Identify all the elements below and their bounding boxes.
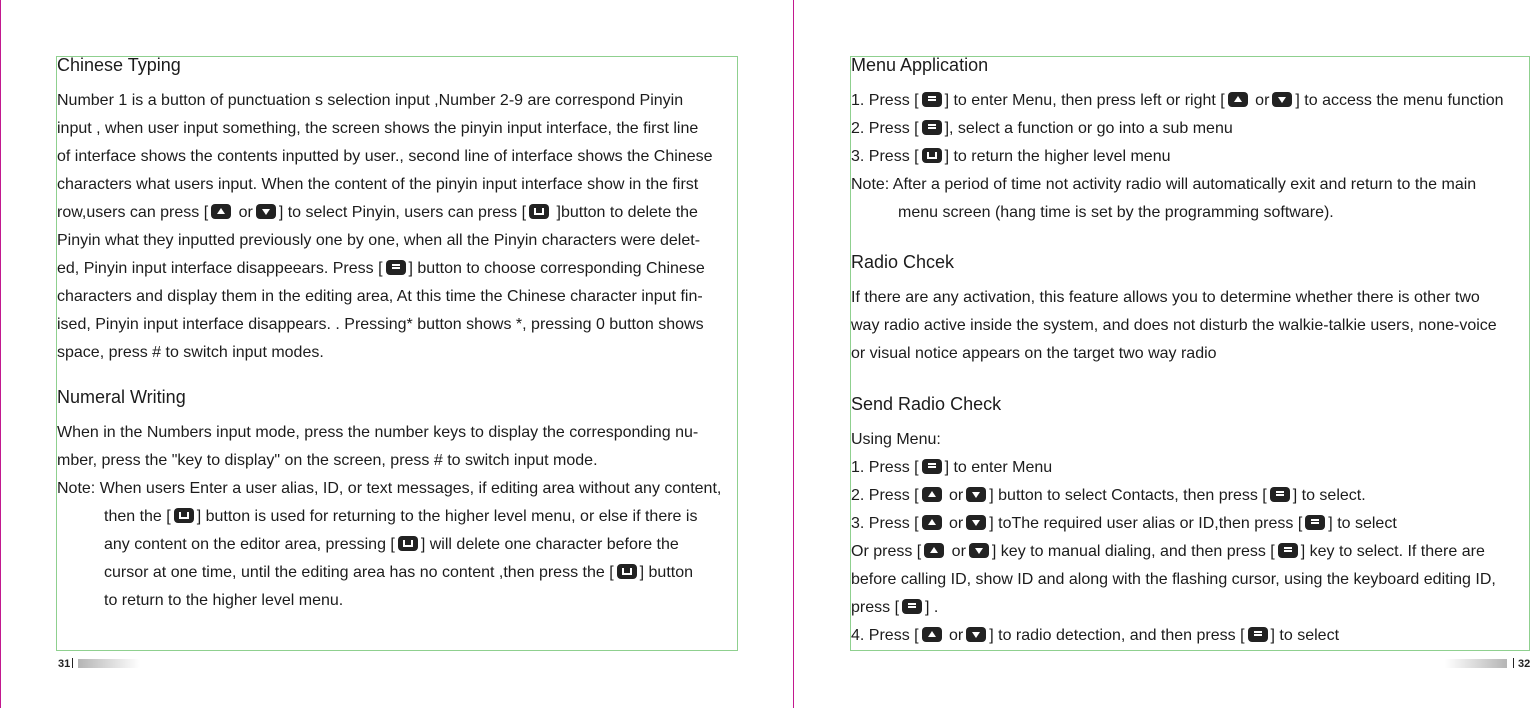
text-segment: or bbox=[944, 487, 964, 504]
down-arrow-key-icon bbox=[1272, 92, 1292, 107]
text-line: way radio active inside the system, and does not disturb the walkie-talkie users, none-voice bbox=[851, 317, 1497, 334]
text-line bbox=[57, 259, 705, 279]
up-arrow-key-icon bbox=[211, 204, 231, 219]
text-segment: ed, Pinyin input interface disappeears. Press [ bbox=[57, 260, 383, 277]
text-segment: or bbox=[944, 515, 964, 532]
down-arrow-key-icon bbox=[966, 487, 986, 502]
back-key-icon bbox=[174, 508, 194, 523]
back-key-icon bbox=[922, 148, 942, 163]
text-segment: ] to access the menu function bbox=[1295, 92, 1504, 109]
menu-key-icon bbox=[922, 92, 942, 107]
text-segment: ] to select bbox=[1328, 515, 1397, 532]
text-line: of interface shows the contents inputted by user., second line of interface shows the Chinese bbox=[57, 148, 713, 165]
text-segment: or bbox=[234, 204, 253, 221]
note-line: Note: When users Enter a user alias, ID, or text messages, if editing area without any content, bbox=[57, 480, 722, 497]
text-line bbox=[851, 486, 1366, 506]
back-key-icon bbox=[529, 204, 549, 219]
section-title-chinese-typing: Chinese Typing bbox=[57, 55, 181, 75]
text-segment: ] toThe required user alias or ID,then press [ bbox=[989, 515, 1303, 532]
text-line: ised, Pinyin input interface disappears. . Pressing* button shows *, pressing 0 button shows bbox=[57, 316, 704, 333]
text-segment: or bbox=[947, 543, 966, 560]
text-segment: or bbox=[944, 627, 964, 644]
note-line: Note: After a period of time not activity radio will automatically exit and return to the main bbox=[851, 176, 1477, 193]
text-line bbox=[851, 147, 1170, 167]
text-line: before calling ID, show ID and along with the flashing cursor, using the keyboard editing ID, bbox=[851, 571, 1496, 588]
left-edge-line bbox=[0, 0, 1, 708]
text-segment: 2. Press [ bbox=[851, 487, 919, 504]
up-arrow-key-icon bbox=[1228, 92, 1248, 107]
text-segment: any content on the editor area, pressing [ bbox=[104, 536, 395, 553]
text-segment: ] to radio detection, and then press [ bbox=[989, 627, 1245, 644]
note-line bbox=[104, 563, 693, 583]
text-segment: or bbox=[1250, 92, 1270, 109]
up-arrow-key-icon bbox=[924, 543, 944, 558]
text-segment: ] button bbox=[639, 564, 694, 581]
text-line: mber, press the "key to display" on the screen, press # to switch input mode. bbox=[57, 452, 598, 469]
page-number-left: 31 bbox=[58, 658, 71, 670]
text-line: When in the Numbers input mode, press the number keys to display the corresponding nu- bbox=[57, 424, 699, 441]
back-key-icon bbox=[398, 536, 418, 551]
text-segment: row,users can press [ bbox=[57, 204, 209, 221]
text-segment: 4. Press [ bbox=[851, 627, 919, 644]
text-segment: ] key to manual dialing, and then press [ bbox=[991, 543, 1275, 560]
text-segment: ] button to choose corresponding Chinese bbox=[408, 260, 705, 277]
text-segment: press [ bbox=[851, 599, 900, 616]
down-arrow-key-icon bbox=[966, 627, 986, 642]
up-arrow-key-icon bbox=[922, 627, 942, 642]
text-line bbox=[57, 203, 698, 223]
text-line bbox=[851, 626, 1339, 646]
page-footer-bar-right bbox=[1445, 659, 1507, 668]
text-line: If there are any activation, this feature allows you to determine whether there is other two bbox=[851, 289, 1480, 306]
text-line: characters and display them in the editing area, At this time the Chinese character input fin- bbox=[57, 288, 703, 305]
text-segment: ] to select. bbox=[1292, 487, 1366, 504]
text-line: Pinyin what they inputted previously one by one, when all the Pinyin characters were delet- bbox=[57, 232, 701, 249]
menu-key-icon bbox=[1305, 515, 1325, 530]
up-arrow-key-icon bbox=[922, 487, 942, 502]
text-segment: then the [ bbox=[104, 508, 171, 525]
text-segment: ] . bbox=[925, 599, 939, 616]
text-line bbox=[851, 119, 1233, 139]
text-segment: ], select a function or go into a sub menu bbox=[944, 120, 1233, 137]
text-segment: 1. Press [ bbox=[851, 459, 919, 476]
section-title-radio-check: Radio Chcek bbox=[851, 252, 955, 272]
down-arrow-key-icon bbox=[256, 204, 276, 219]
text-segment: 3. Press [ bbox=[851, 515, 919, 532]
section-title-send-radio-check: Send Radio Check bbox=[851, 394, 1002, 414]
note-line: menu screen (hang time is set by the programming software). bbox=[898, 204, 1334, 221]
text-segment: cursor at one time, until the editing area has no content ,then press the [ bbox=[104, 564, 614, 581]
menu-key-icon bbox=[1270, 487, 1290, 502]
text-segment: ] button is used for returning to the higher level menu, or else if there is bbox=[196, 508, 698, 525]
page-number-right: 32 bbox=[1518, 658, 1531, 670]
text-segment: ] to select bbox=[1270, 627, 1340, 644]
text-line bbox=[851, 91, 1504, 111]
text-line: input , when user input something, the screen shows the pinyin input interface, the first line bbox=[57, 120, 699, 137]
text-line: space, press # to switch input modes. bbox=[57, 344, 324, 361]
text-segment: Or press [ bbox=[851, 543, 922, 560]
page-number-separator bbox=[1513, 658, 1514, 668]
text-line bbox=[851, 458, 1052, 478]
text-segment: ] will delete one character before the bbox=[420, 536, 679, 553]
page-divider bbox=[793, 0, 794, 708]
text-line: or visual notice appears on the target two way radio bbox=[851, 345, 1217, 362]
note-line: to return to the higher level menu. bbox=[104, 592, 344, 609]
menu-key-icon bbox=[902, 599, 922, 614]
page-number-separator bbox=[72, 658, 73, 668]
down-arrow-key-icon bbox=[969, 543, 989, 558]
text-line bbox=[851, 542, 1485, 562]
text-segment: ] button to select Contacts, then press [ bbox=[989, 487, 1267, 504]
text-segment: 3. Press [ bbox=[851, 148, 919, 165]
note-line bbox=[104, 507, 697, 527]
menu-key-icon bbox=[1278, 543, 1298, 558]
text-segment: ] to return the higher level menu bbox=[944, 148, 1171, 165]
text-segment: ] to enter Menu, then press left or right [ bbox=[944, 92, 1225, 109]
text-segment: ]button to delete the bbox=[552, 204, 698, 221]
menu-key-icon bbox=[922, 120, 942, 135]
menu-key-icon bbox=[1248, 627, 1268, 642]
text-line: Number 1 is a button of punctuation s selection input ,Number 2-9 are correspond Pinyin bbox=[57, 92, 684, 109]
text-line bbox=[851, 514, 1397, 534]
text-segment: 1. Press [ bbox=[851, 92, 919, 109]
text-line: characters what users input. When the content of the pinyin input interface show in the first bbox=[57, 176, 699, 193]
text-segment: ] to enter Menu bbox=[944, 459, 1053, 476]
down-arrow-key-icon bbox=[966, 515, 986, 530]
text-segment: 2. Press [ bbox=[851, 120, 919, 137]
text-line: Using Menu: bbox=[851, 431, 941, 448]
menu-key-icon bbox=[922, 459, 942, 474]
text-line bbox=[851, 598, 938, 618]
section-title-menu-application: Menu Application bbox=[851, 55, 989, 75]
text-segment: ] key to select. If there are bbox=[1300, 543, 1485, 560]
back-key-icon bbox=[617, 564, 637, 579]
menu-key-icon bbox=[386, 260, 406, 275]
page-footer-bar-left bbox=[78, 659, 140, 668]
up-arrow-key-icon bbox=[922, 515, 942, 530]
text-segment: ] to select Pinyin, users can press [ bbox=[278, 204, 527, 221]
note-line bbox=[104, 535, 679, 555]
section-title-numeral-writing: Numeral Writing bbox=[57, 387, 186, 407]
